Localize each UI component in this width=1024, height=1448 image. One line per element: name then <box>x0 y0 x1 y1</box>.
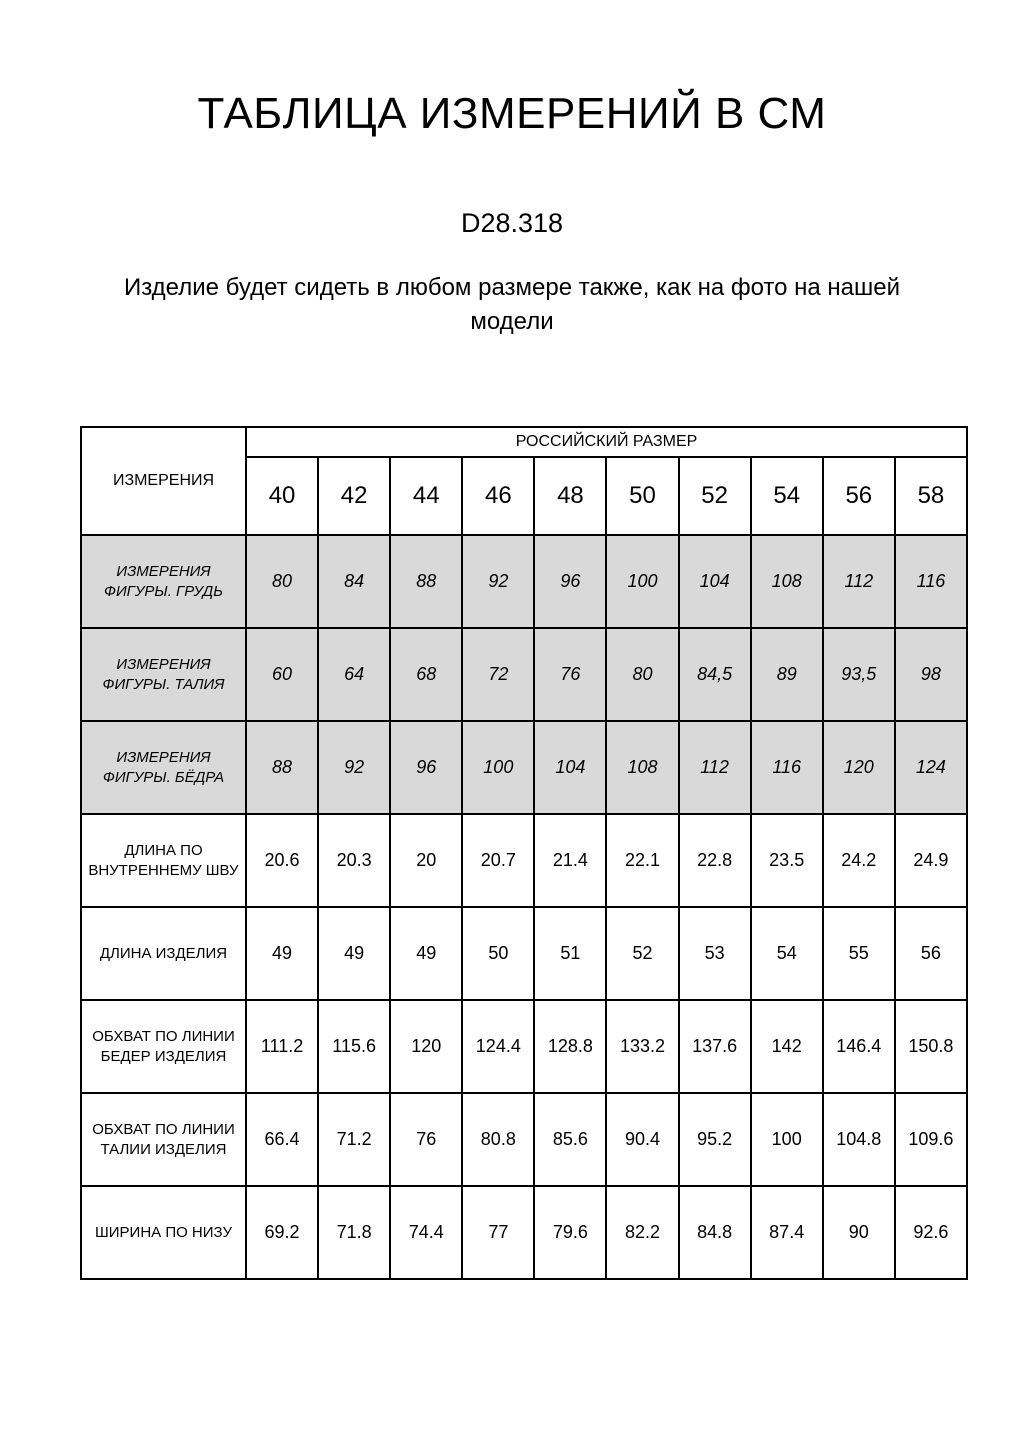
value-cell: 22.1 <box>606 814 678 907</box>
value-cell: 64 <box>318 628 390 721</box>
value-cell: 112 <box>823 535 895 628</box>
article-code: D28.318 <box>460 207 564 238</box>
value-cell: 84,5 <box>679 628 751 721</box>
value-cell: 53 <box>679 907 751 1000</box>
value-cell: 88 <box>390 535 462 628</box>
value-cell: 69.2 <box>246 1186 318 1279</box>
value-cell: 124 <box>895 721 967 814</box>
value-cell: 20.3 <box>318 814 390 907</box>
value-cell: 92 <box>462 535 534 628</box>
value-cell: 116 <box>751 721 823 814</box>
value-cell: 50 <box>462 907 534 1000</box>
value-cell: 22.8 <box>679 814 751 907</box>
value-cell: 24.9 <box>895 814 967 907</box>
value-cell: 124.4 <box>462 1000 534 1093</box>
value-cell: 49 <box>246 907 318 1000</box>
fit-note: Изделие будет сидеть в любом размере также, как на фото на нашей модели <box>123 274 901 335</box>
row-label: ОБХВАТ ПО ЛИНИИ ТАЛИИ ИЗДЕЛИЯ <box>81 1093 246 1186</box>
value-cell: 79.6 <box>534 1186 606 1279</box>
value-cell: 133.2 <box>606 1000 678 1093</box>
value-cell: 96 <box>534 535 606 628</box>
value-cell: 60 <box>246 628 318 721</box>
value-cell: 146.4 <box>823 1000 895 1093</box>
value-cell: 98 <box>895 628 967 721</box>
value-cell: 92 <box>318 721 390 814</box>
value-cell: 23.5 <box>751 814 823 907</box>
value-cell: 108 <box>751 535 823 628</box>
value-cell: 24.2 <box>823 814 895 907</box>
measurements-body <box>81 535 967 1279</box>
value-cell: 104.8 <box>823 1093 895 1186</box>
table-row <box>81 721 967 814</box>
value-cell: 84 <box>318 535 390 628</box>
value-cell: 150.8 <box>895 1000 967 1093</box>
value-cell: 108 <box>606 721 678 814</box>
value-cell: 54 <box>751 907 823 1000</box>
value-cell: 93,5 <box>823 628 895 721</box>
size-col-52: 52 <box>679 457 751 535</box>
value-cell: 115.6 <box>318 1000 390 1093</box>
value-cell: 52 <box>606 907 678 1000</box>
value-cell: 80.8 <box>462 1093 534 1186</box>
value-cell: 128.8 <box>534 1000 606 1093</box>
row-label: ИЗМЕРЕНИЯ ФИГУРЫ. ГРУДЬ <box>81 535 246 628</box>
size-group-row <box>81 427 967 457</box>
table-row <box>81 907 967 1000</box>
value-cell: 20.7 <box>462 814 534 907</box>
value-cell: 87.4 <box>751 1186 823 1279</box>
row-label: ДЛИНА ИЗДЕЛИЯ <box>81 907 246 1000</box>
table-row <box>81 535 967 628</box>
page-title: ТАБЛИЦА ИЗМЕРЕНИЙ В СМ <box>197 89 827 138</box>
size-col-54: 54 <box>751 457 823 535</box>
russian-size-header: РОССИЙСКИЙ РАЗМЕР <box>246 427 967 457</box>
value-cell: 49 <box>390 907 462 1000</box>
value-cell: 90 <box>823 1186 895 1279</box>
value-cell: 100 <box>606 535 678 628</box>
row-label: ИЗМЕРЕНИЯ ФИГУРЫ. БЁДРА <box>81 721 246 814</box>
value-cell: 88 <box>246 721 318 814</box>
table-head <box>81 427 967 535</box>
value-cell: 76 <box>390 1093 462 1186</box>
size-col-48: 48 <box>534 457 606 535</box>
value-cell: 111.2 <box>246 1000 318 1093</box>
value-cell: 20 <box>390 814 462 907</box>
value-cell: 120 <box>823 721 895 814</box>
size-col-56: 56 <box>823 457 895 535</box>
size-col-58: 58 <box>895 457 967 535</box>
value-cell: 71.8 <box>318 1186 390 1279</box>
row-label: ДЛИНА ПО ВНУТРЕННЕМУ ШВУ <box>81 814 246 907</box>
value-cell: 68 <box>390 628 462 721</box>
value-cell: 74.4 <box>390 1186 462 1279</box>
value-cell: 112 <box>679 721 751 814</box>
value-cell: 100 <box>751 1093 823 1186</box>
value-cell: 89 <box>751 628 823 721</box>
value-cell: 71.2 <box>318 1093 390 1186</box>
value-cell: 116 <box>895 535 967 628</box>
value-cell: 82.2 <box>606 1186 678 1279</box>
value-cell: 109.6 <box>895 1093 967 1186</box>
table-row <box>81 628 967 721</box>
size-col-42: 42 <box>318 457 390 535</box>
value-cell: 51 <box>534 907 606 1000</box>
value-cell: 92.6 <box>895 1186 967 1279</box>
value-cell: 137.6 <box>679 1000 751 1093</box>
value-cell: 96 <box>390 721 462 814</box>
row-label: ИЗМЕРЕНИЯ ФИГУРЫ. ТАЛИЯ <box>81 628 246 721</box>
value-cell: 95.2 <box>679 1093 751 1186</box>
value-cell: 72 <box>462 628 534 721</box>
value-cell: 80 <box>246 535 318 628</box>
value-cell: 100 <box>462 721 534 814</box>
value-cell: 77 <box>462 1186 534 1279</box>
size-col-40: 40 <box>246 457 318 535</box>
table-row <box>81 1186 967 1279</box>
value-cell: 90.4 <box>606 1093 678 1186</box>
value-cell: 76 <box>534 628 606 721</box>
measurements-table <box>80 426 968 1280</box>
value-cell: 21.4 <box>534 814 606 907</box>
value-cell: 142 <box>751 1000 823 1093</box>
value-cell: 56 <box>895 907 967 1000</box>
value-cell: 120 <box>390 1000 462 1093</box>
size-col-50: 50 <box>606 457 678 535</box>
row-label: ОБХВАТ ПО ЛИНИИ БЕДЕР ИЗДЕЛИЯ <box>81 1000 246 1093</box>
value-cell: 85.6 <box>534 1093 606 1186</box>
row-label: ШИРИНА ПО НИЗУ <box>81 1186 246 1279</box>
table-row <box>81 814 967 907</box>
value-cell: 55 <box>823 907 895 1000</box>
value-cell: 104 <box>679 535 751 628</box>
value-cell: 49 <box>318 907 390 1000</box>
size-col-44: 44 <box>390 457 462 535</box>
table-row <box>81 1093 967 1186</box>
value-cell: 66.4 <box>246 1093 318 1186</box>
size-col-46: 46 <box>462 457 534 535</box>
value-cell: 80 <box>606 628 678 721</box>
value-cell: 104 <box>534 721 606 814</box>
measurements-corner-label: ИЗМЕРЕНИЯ <box>81 427 246 535</box>
value-cell: 84.8 <box>679 1186 751 1279</box>
table-row <box>81 1000 967 1093</box>
value-cell: 20.6 <box>246 814 318 907</box>
